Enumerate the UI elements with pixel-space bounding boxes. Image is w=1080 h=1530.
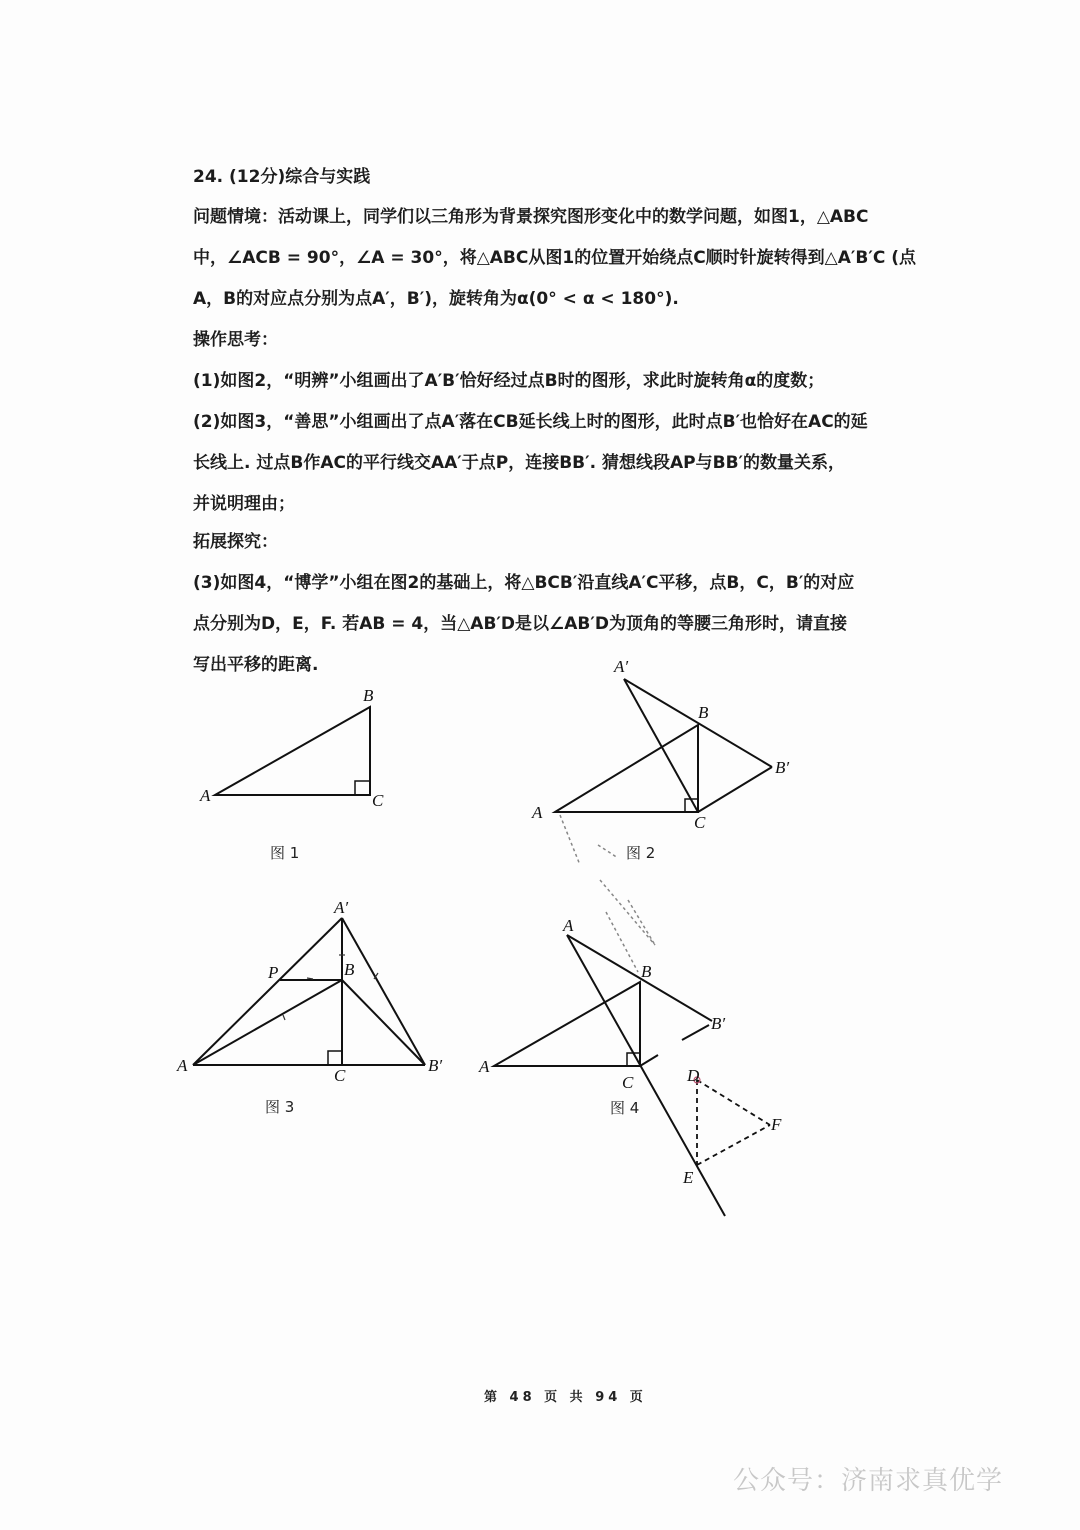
fig2-label-a: A	[532, 803, 543, 822]
watermark: 公众号：济南求真优学	[733, 1466, 1004, 1496]
fig4-label-b-prime: B′	[711, 1014, 726, 1033]
problem-header: 24. (12分)综合与实践	[193, 167, 371, 187]
section-operate-heading: 操作思考：	[193, 330, 278, 350]
fig4-label-c: C	[622, 1073, 634, 1092]
fig3-label-a-prime: A′	[334, 898, 349, 917]
fig3-caption: 图 3	[265, 1098, 295, 1116]
fig4-caption: 图 4	[610, 1099, 640, 1117]
question-3-line-3: 写出平移的距离.	[193, 655, 319, 675]
fig1-label-c: C	[372, 791, 384, 810]
fig1-caption: 图 1	[270, 844, 300, 862]
fig4-label-b: B	[641, 962, 652, 981]
fig3-label-p: P	[268, 963, 279, 982]
fig3-label-b: B	[344, 960, 355, 979]
fig4-label-e: E	[683, 1168, 694, 1187]
fig1-label-b: B	[363, 686, 374, 705]
context-line-2: 中，∠ACB = 90°，∠A = 30°，将△ABC从图1的位置开始绕点C顺时针旋转得到△A′B′C (点	[193, 248, 916, 268]
fig1-label-a: A	[200, 786, 211, 805]
question-3-line-2: 点分别为D，E，F. 若AB = 4，当△AB′D是以∠AB′D为顶角的等腰三角形时，请直接	[193, 614, 847, 634]
fig4-label-a: A	[479, 1057, 490, 1076]
context-line-3: A，B的对应点分别为点A′，B′)，旋转角为α(0° < α < 180°).	[193, 289, 679, 309]
fig4-label-d: D	[687, 1066, 700, 1085]
page-number: 第 48 页 共 94 页	[484, 1390, 647, 1405]
fig2-label-b: B	[698, 703, 709, 722]
fig2-label-b-prime: B′	[775, 758, 790, 777]
fig4-label-f: F	[771, 1115, 782, 1134]
fig2-label-a-prime: A′	[614, 657, 629, 676]
fig2-caption: 图 2	[626, 844, 656, 862]
section-extend-heading: 拓展探究：	[193, 532, 278, 552]
fig4-label-a-prime: A	[563, 916, 574, 935]
question-2-line-3: 并说明理由；	[193, 494, 295, 514]
question-2-line-2: 长线上. 过点B作AC的平行线交AA′于点P，连接BB′. 猜想线段AP与BB′的数量关系，	[193, 453, 846, 473]
context-line-1: 问题情境：活动课上，同学们以三角形为背景探究图形变化中的数学问题，如图1，△ABC	[193, 207, 869, 227]
fig3-label-a: A	[177, 1056, 188, 1075]
question-2-line-1: (2)如图3，“善思”小组画出了点A′落在CB延长线上时的图形，此时点B′也恰好在AC的延	[193, 412, 868, 432]
fig3-label-c: C	[334, 1066, 346, 1085]
fig3-label-b-prime: B′	[428, 1056, 443, 1075]
fig2-label-c: C	[694, 813, 706, 832]
question-1: (1)如图2，“明辨”小组画出了A′B′恰好经过点B时的图形，求此时旋转角α的度数；	[193, 371, 825, 391]
question-3-line-1: (3)如图4，“博学”小组在图2的基础上，将△BCB′沿直线A′C平移，点B，C，B′的对应	[193, 573, 855, 593]
